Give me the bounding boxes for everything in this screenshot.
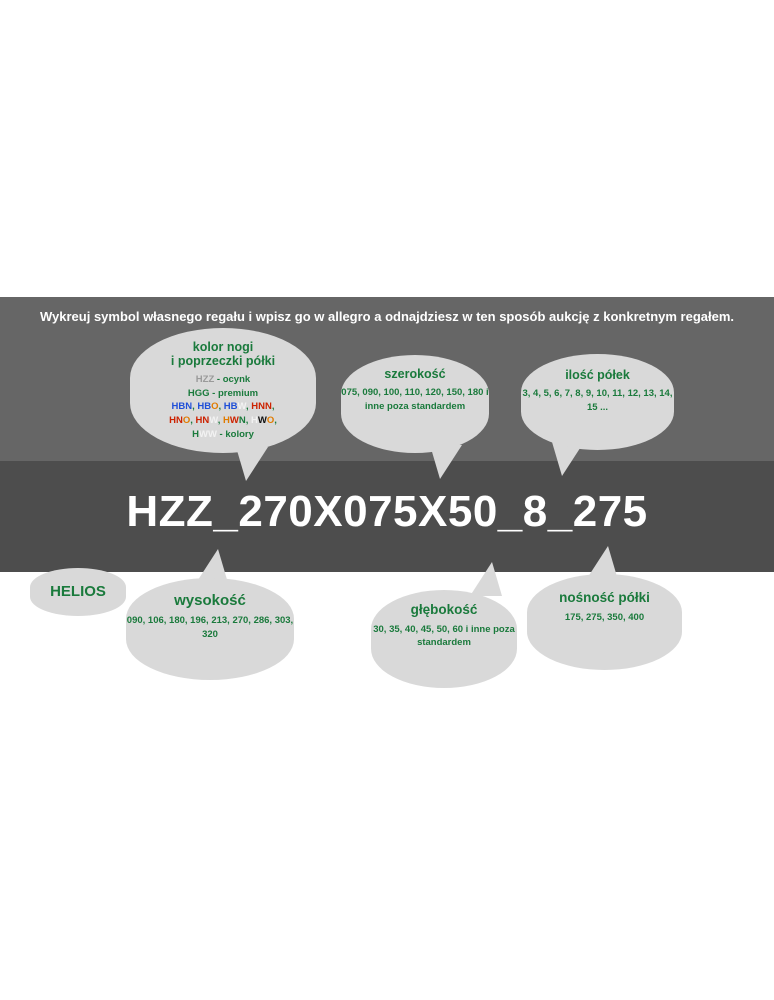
- callout-height: [126, 578, 294, 680]
- callout-shelf-count-values: 3, 4, 5, 6, 7, 8, 9, 10, 11, 12, 13, 14, 15 ...: [522, 388, 673, 414]
- callout-width-values: 075, 090, 100, 110, 120, 150, 180 i inne poza standardem: [341, 387, 489, 413]
- callout-load-capacity-values: 175, 275, 350, 400: [564, 611, 645, 623]
- callout-depth: [371, 590, 517, 688]
- callout-tail-depth: [470, 562, 502, 596]
- callout-load-capacity-title: nośność półki: [559, 590, 650, 605]
- callout-brand-helios: [30, 568, 126, 616]
- symbol-explainer-diagram: [0, 297, 774, 697]
- callout-depth-values: 30, 35, 40, 45, 50, 60 i inne poza standardem: [373, 623, 515, 649]
- callout-load-capacity: [527, 574, 682, 670]
- callout-leg-color-legend: HZZ - ocynk HGG - premium HBN, HBO, HBW, HNN, HNO, HNW, HWN, HWO, HWW - kolory: [169, 373, 277, 440]
- callout-width-title: szerokość: [384, 367, 446, 381]
- callout-shelf-count: [521, 354, 674, 450]
- callout-shelf-count-title: ilość półek: [565, 368, 630, 382]
- intro-text: Wykreuj symbol własnego regału i wpisz go w allegro a odnajdziesz w ten sposób aukcję z konkretnym regałem.: [40, 309, 735, 324]
- callout-depth-title: głębokość: [410, 602, 478, 617]
- callout-tail-leg-color: [236, 447, 268, 481]
- callout-leg-color: [130, 328, 316, 453]
- callout-height-title: wysokość: [174, 592, 246, 609]
- callout-height-values: 090, 106, 180, 196, 213, 270, 286, 303, 320: [126, 615, 294, 641]
- product-code: HZZ_270X075X50_8_275: [126, 487, 648, 536]
- callout-width: [341, 355, 489, 453]
- callout-brand-helios-title: HELIOS: [50, 583, 106, 601]
- callout-leg-color-title: kolor nogi i poprzeczki półki: [170, 340, 276, 369]
